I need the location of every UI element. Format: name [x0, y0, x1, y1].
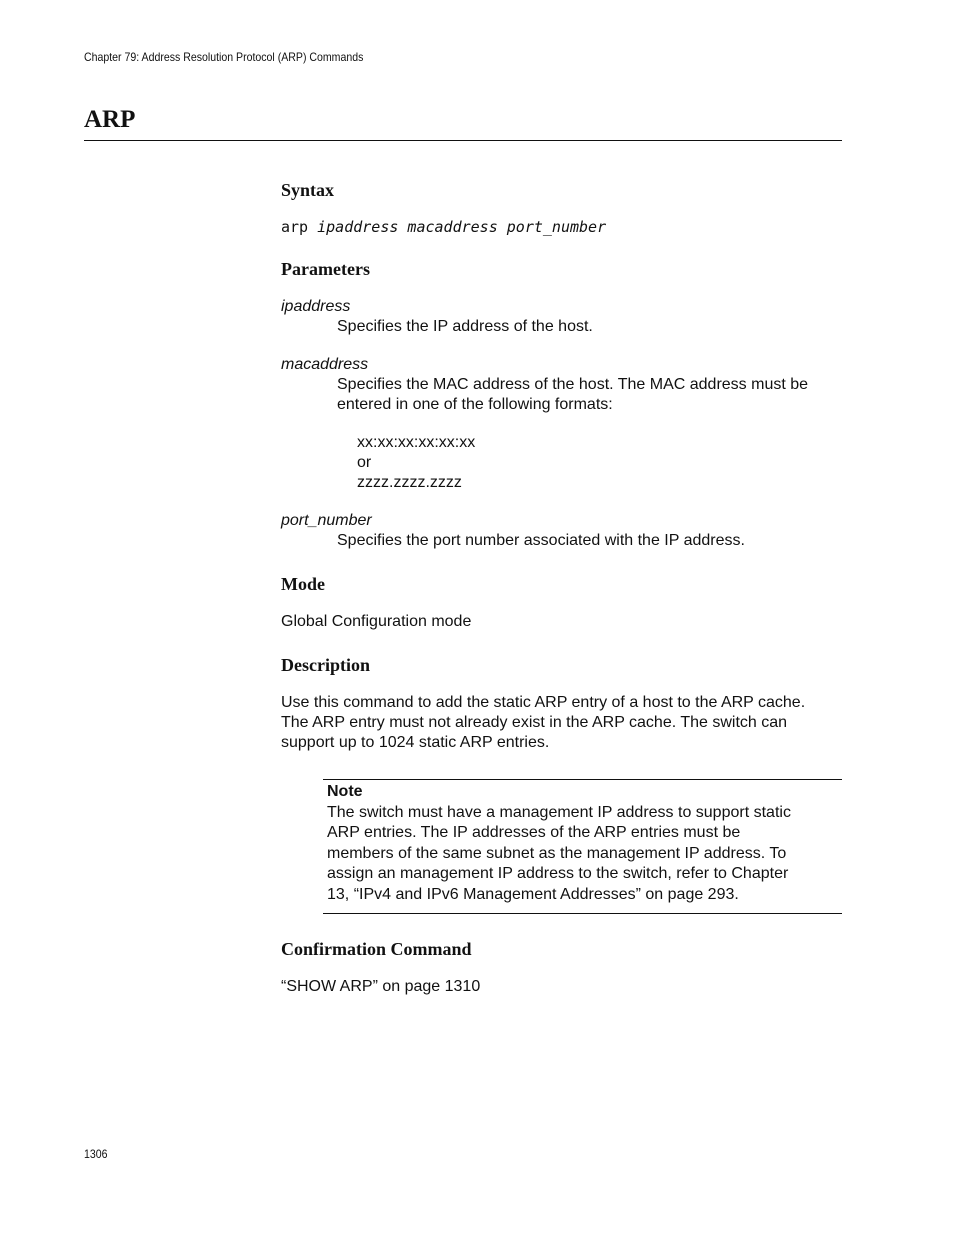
param-macaddress-desc [337, 375, 808, 415]
mac-format-or: or [357, 454, 372, 471]
title-rule [84, 140, 842, 141]
mac-format-dot: zzzz.zzzz.zzzz [357, 474, 462, 491]
description-line: Use this command to add the static ARP entry of a host to the ARP cache. [281, 694, 806, 711]
note-line: assign an management IP address to the switch, refer to Chapter [327, 865, 789, 883]
parameters-heading: Parameters [281, 259, 370, 279]
mac-format-list [357, 433, 475, 493]
param-port-number-desc [337, 531, 745, 551]
param-port-number-name: port_number [281, 512, 372, 529]
param-desc-line: Specifies the MAC address of the host. The MAC address must be [337, 376, 809, 393]
note-line: ARP entries. The IP addresses of the ARP entries must be [327, 824, 741, 842]
description-line: The ARP entry must not already exist in the ARP cache. The switch can [281, 714, 788, 731]
running-header: Chapter 79: Address Resolution Protocol (ARP) Commands [84, 50, 364, 64]
note-line: 13, “IPv4 and IPv6 Management Addresses” on page 293. [327, 885, 739, 903]
param-desc-line: Specifies the port number associated with the IP address. [337, 532, 745, 549]
param-desc-line: Specifies the IP address of the host. [337, 318, 593, 335]
note-label: Note [327, 783, 363, 800]
mode-heading: Mode [281, 574, 325, 594]
note-line: members of the same subnet as the management IP address. To [327, 844, 787, 862]
page-title: ARP [84, 106, 136, 133]
confirmation-link[interactable]: “SHOW ARP” on page 1310 [281, 978, 481, 995]
param-ipaddress-name: ipaddress [281, 298, 351, 315]
page-number: 1306 [84, 1147, 108, 1161]
mac-format-colon: xx:xx:xx:xx:xx:xx [357, 434, 476, 451]
syntax-command: arp [281, 218, 309, 236]
param-desc-line: entered in one of the following formats: [337, 396, 613, 413]
syntax-command-line [281, 217, 606, 237]
syntax-heading: Syntax [281, 180, 335, 200]
param-macaddress-name: macaddress [281, 356, 369, 373]
param-ipaddress-desc [337, 317, 593, 337]
note-text [327, 803, 791, 905]
description-text [281, 693, 805, 753]
note-line: The switch must have a management IP address to support static [327, 804, 791, 821]
note-box [323, 779, 842, 914]
mode-text: Global Configuration mode [281, 613, 472, 630]
confirmation-heading: Confirmation Command [281, 939, 472, 959]
description-heading: Description [281, 655, 370, 675]
description-line: support up to 1024 static ARP entries. [281, 734, 550, 751]
syntax-args: ipaddress macaddress port_number [317, 218, 607, 236]
